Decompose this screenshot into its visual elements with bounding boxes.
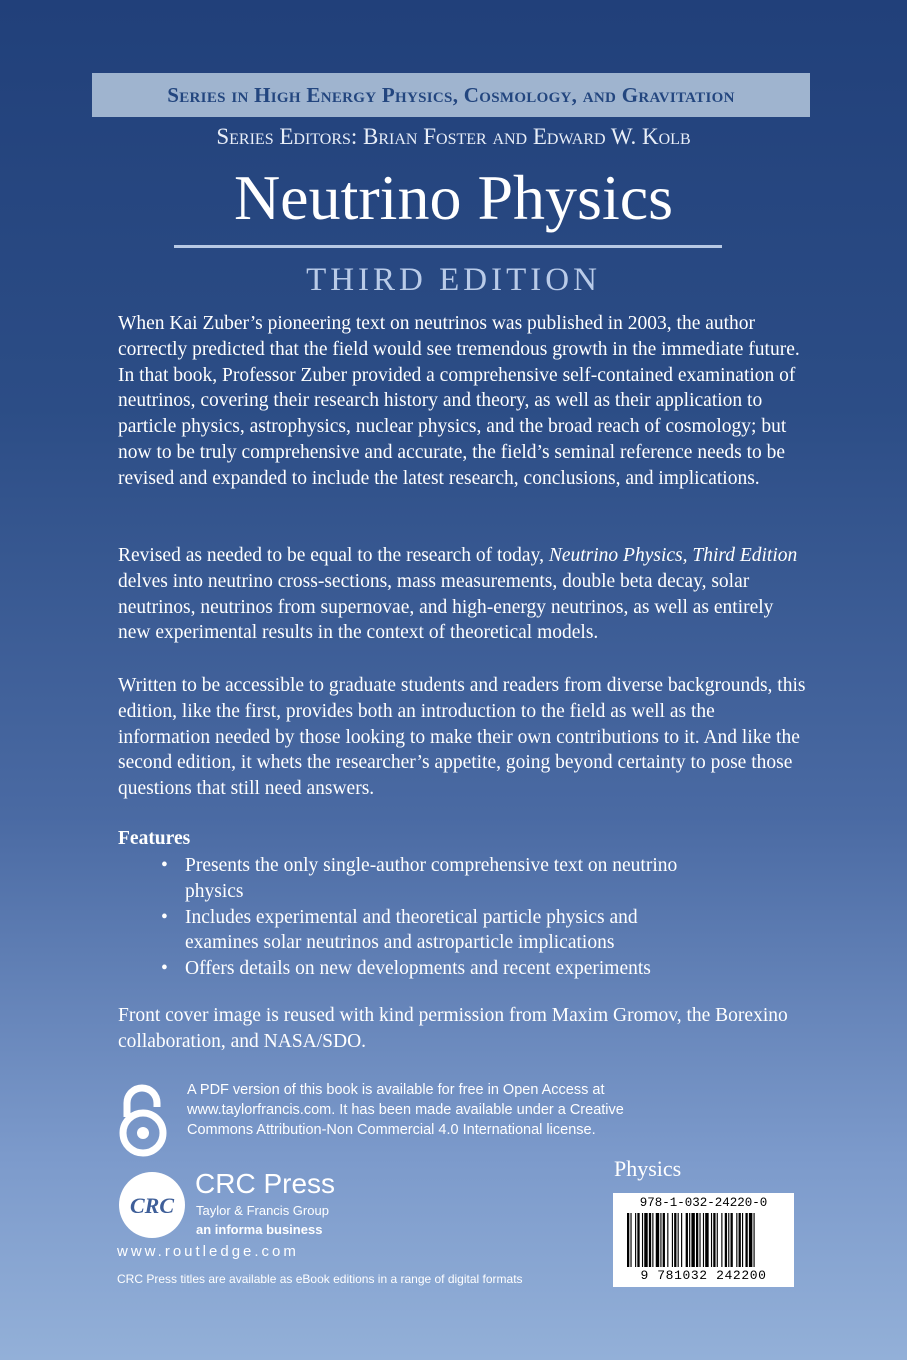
publisher-group: Taylor & Francis Group xyxy=(196,1203,329,1218)
bullet-icon: • xyxy=(161,855,168,876)
list-item xyxy=(155,905,715,957)
subject-category: Physics xyxy=(614,1156,682,1181)
barcode-bar xyxy=(731,1213,733,1267)
publisher-website: www.routledge.com xyxy=(117,1243,299,1260)
barcode-bars xyxy=(625,1213,782,1269)
open-access-notice: A PDF version of this book is available for free in Open Access at www.taylorfrancis.com. It has been made available under a Creative Commons Attribution-Non Commercial 4.0 International license. xyxy=(187,1082,624,1138)
barcode-bar xyxy=(681,1213,682,1267)
barcode-bar xyxy=(721,1213,722,1267)
description-paragraph-3 xyxy=(118,673,808,802)
barcode-bar xyxy=(642,1213,643,1267)
barcode-bar xyxy=(649,1213,651,1267)
publisher-name: CRC Press xyxy=(195,1168,336,1199)
barcode-bar xyxy=(705,1213,708,1267)
crc-press-logo-icon xyxy=(117,1170,187,1240)
isbn-barcode-digits xyxy=(613,1268,794,1283)
paragraph-text-end: delves into neutrino cross-sections, mass measurements, double beta decay, solar neutrinos, neutrinos from supernovae, and high-energy neutrinos, as well as entirely new experimental results in the context of theoretical models. xyxy=(118,570,774,644)
barcode-bar xyxy=(696,1213,698,1267)
barcode-bar xyxy=(656,1213,659,1267)
barcode-bar xyxy=(725,1213,727,1267)
crc-logo-text: CRC xyxy=(129,1193,175,1218)
barcode-bar xyxy=(745,1213,747,1267)
barcode-bar xyxy=(749,1213,752,1267)
barcode-bar xyxy=(674,1213,676,1267)
list-item xyxy=(155,956,715,982)
barcode-bar xyxy=(691,1213,694,1267)
list-item-text: Includes experimental and theoretical particle physics and examines solar neutrinos and astroparticle implications xyxy=(185,906,638,954)
barcode-bar xyxy=(686,1213,688,1267)
isbn-left-group: 781032 xyxy=(657,1268,708,1283)
barcode-bar xyxy=(739,1213,741,1267)
open-access-lock-icon xyxy=(115,1083,171,1157)
isbn-barcode xyxy=(613,1193,794,1287)
cover-image-credit xyxy=(118,1003,808,1055)
paragraph-text: Written to be accessible to graduate students and readers from diverse backgrounds, this edition, like the first, provides both an introduction to the field as well as the information needed by those looking to make their own contributions to it. And like the second edition, it whets the researcher’s appetite, going beyond certainty to pose those questions that still need answers. xyxy=(118,675,806,800)
barcode-bar xyxy=(699,1213,700,1267)
barcode-bar xyxy=(678,1213,679,1267)
barcode-bar xyxy=(754,1213,755,1267)
features-heading: Features xyxy=(118,828,191,849)
barcode-bar xyxy=(711,1213,712,1267)
barcode-bar xyxy=(717,1213,718,1267)
list-item xyxy=(155,853,715,905)
isbn-number: 978-1-032-24220-0 xyxy=(639,1196,768,1210)
paragraph-text: When Kai Zuber’s pioneering text on neutrinos was published in 2003, the author correctly predicted that the field would see tremendous growth in the immediate future. In that book, Professor Zuber provided a comprehensive self-contained examination of neutrinos, covering their research history and theory, as well as their application to particle physics, astrophysics, nuclear physics, and the broad reach of cosmology; but now to be truly comprehensive and accurate, the field’s seminal reference needs to be revised and expanded to include the latest research, conclusions, and implications. xyxy=(118,313,800,489)
barcode-bar xyxy=(627,1213,629,1267)
barcode-bar xyxy=(728,1213,729,1267)
book-title: Neutrino Physics xyxy=(233,162,674,233)
list-item-text: Presents the only single-author comprehensive text on neutrino physics xyxy=(185,855,678,902)
paragraph-text xyxy=(118,543,808,646)
credit-text: Front cover image is reused with kind permission from Maxim Gromov, the Borexino collaboration, and NASA/SDO. xyxy=(118,1005,788,1052)
barcode-bar xyxy=(742,1213,743,1267)
publisher-tagline: an informa business xyxy=(196,1222,323,1237)
isbn-right-group: 242200 xyxy=(716,1268,767,1283)
description-paragraph-2 xyxy=(118,543,808,646)
ebook-availability-note: CRC Press titles are available as eBook editions in a range of digital formats xyxy=(117,1272,523,1286)
book-edition: THIRD EDITION xyxy=(306,262,601,298)
barcode-bar xyxy=(672,1213,673,1267)
barcode-bar xyxy=(689,1213,690,1267)
series-banner-text: Series in High Energy Physics, Cosmology, and Gravitation xyxy=(167,82,735,107)
barcode-bar xyxy=(652,1213,653,1267)
barcode-bar xyxy=(635,1213,636,1267)
series-editors: Series Editors: Brian Foster and Edward W. Kolb xyxy=(216,124,691,149)
barcode-bar xyxy=(713,1213,715,1267)
isbn-first-digit: 9 xyxy=(640,1268,649,1283)
barcode-bar xyxy=(663,1213,665,1267)
barcode-bar xyxy=(703,1213,704,1267)
barcode-bar xyxy=(667,1213,668,1267)
list-item-text: Offers details on new developments and recent experiments xyxy=(185,958,651,980)
series-banner xyxy=(92,73,810,117)
paragraph-text-start: Revised as needed to be equal to the research of today, xyxy=(118,545,549,566)
bullet-icon: • xyxy=(161,958,168,980)
barcode-bar xyxy=(736,1213,737,1267)
features-list xyxy=(155,853,715,982)
barcode-bar xyxy=(637,1213,639,1267)
description-paragraph-1 xyxy=(118,311,808,492)
title-divider xyxy=(174,245,722,248)
barcode-bar xyxy=(644,1213,647,1267)
barcode-bar xyxy=(630,1213,631,1267)
barcode-bar xyxy=(660,1213,661,1267)
bullet-icon: • xyxy=(161,906,168,928)
book-title-italic: Neutrino Physics, Third Edition xyxy=(548,545,798,566)
